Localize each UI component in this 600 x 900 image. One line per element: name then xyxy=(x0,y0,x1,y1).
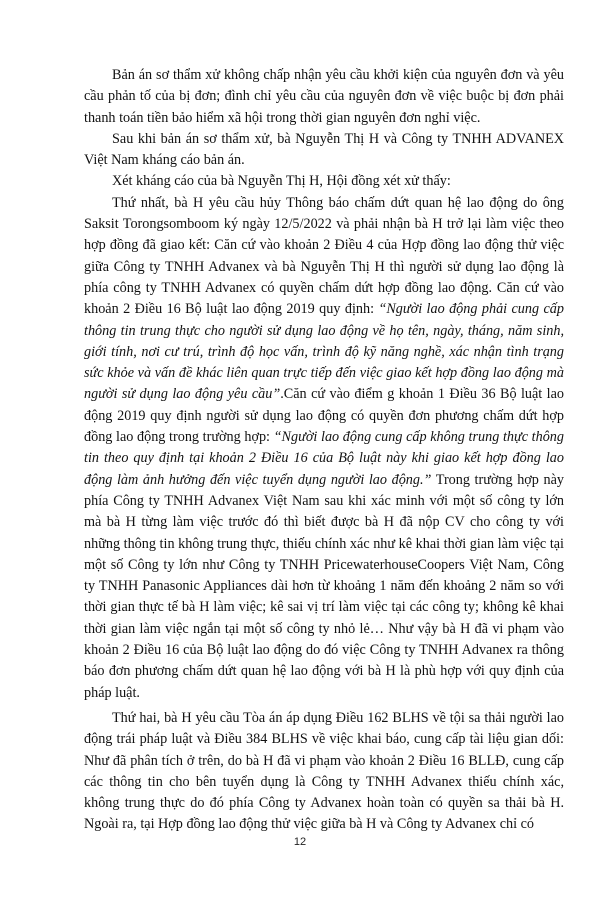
paragraph-first-point xyxy=(84,193,564,704)
first-point-text-1: Thứ nhất, bà H yêu cầu hủy Thông báo chấm dứt quan hệ lao động do ông Saksit Torongsomboom ký ngày 12/5/2022 và phải nhận bà H trở lại làm việc theo hợp đồng đã giao kết: Căn cứ vào khoản 2 Điều 4 của Hợp đồng lao động thử việc giữa Công ty TNHH Advanex và bà Nguyễn Thị H thì người sử dụng lao động là phía công ty TNHH Advanex có quyền chấm dứt hợp đồng lao động. Căn cứ vào khoản 2 Điều 16 Bộ luật lao động 2019 quy định: xyxy=(84,194,564,318)
first-point-text-3: Trong trường hợp này phía Công ty TNHH Advanex Việt Nam sau khi xác minh với một số công ty lớn mà bà H từng làm việc trước đó thì biết được bà H đã nộp CV cho công ty với những thông tin không trung thực, thiếu chính xác như kê khai thời gian làm việc tại một số Công ty lớn như Công ty TNHH PricewaterhouseCoopers Việt Nam, Công ty TNHH Panasonic Appliances dài hơn từ khoảng 1 năm đến khoảng 2 năm so với thời gian thực tế bà H làm việc; kê sai vị trí làm việc tại các công ty; không kê khai thời gian làm việc ngắn tại một số công ty nhỏ lẻ… Như vậy bà H đã vi phạm vào khoản 2 Điều 16 của Bộ luật lao động do đó việc Công ty TNHH Advanex ra thông báo đơn phương chấm dứt quan hệ lao động với bà H là phù hợp với quy định của pháp luật. xyxy=(84,471,564,701)
body-text xyxy=(84,65,564,836)
paragraph-council-review: Xét kháng cáo của bà Nguyễn Thị H, Hội đồng xét xử thấy: xyxy=(112,173,451,190)
paragraph-second-point: Thứ hai, bà H yêu cầu Tòa án áp dụng Điều 162 BLHS về tội sa thải người lao động trái pháp luật và Điều 384 BLHS về việc khai báo, cung cấp tài liệu gian dối: Như đã phân tích ở trên, do bà H đã vi phạm vào khoản 2 Điều 16 BLLĐ, cung cấp các thông tin cho bên tuyển dụng là Công ty TNHH Advanex thiếu chính xác, không trung thực do đó phía Công ty Advanex hoàn toàn có quyền sa thải bà H. Ngoài ra, tại Hợp đồng lao động thử việc giữa bà H và Công ty Advanex chỉ có xyxy=(84,709,564,833)
quote-article-36: “Người lao động cung cấp không trung thực thông tin theo quy định tại khoản 2 Điều 16 của Bộ luật này khi giao kết hợp đồng lao động làm ảnh hưởng đến việc tuyển dụng người lao động.” xyxy=(84,429,564,488)
first-point-text-2: .Căn cứ vào điểm g khoản 1 Điều 36 Bộ luật lao động 2019 quy định người sử dụng lao động có quyền đơn phương chấm dứt hợp đồng lao động trong trường hợp: xyxy=(84,386,565,446)
quote-article-16: “Người lao động phải cung cấp thông tin trung thực cho người sử dụng lao động về họ tên, ngày, tháng, năm sinh, giới tính, nơi cư trú, trình độ học vấn, trình độ kỹ năng nghề, xác nhận tình trạng sức khỏe và vấn đề khác liên quan trực tiếp đến việc giao kết hợp đồng lao động mà người sử dụng lao động yêu cầu” xyxy=(84,301,564,403)
page-number: 12 xyxy=(293,836,307,848)
paragraph-appeal: Sau khi bản án sơ thẩm xử, bà Nguyễn Thị H và Công ty TNHH ADVANEX Việt Nam kháng cáo bản án. xyxy=(84,130,564,169)
paragraph-first-instance-ruling: Bản án sơ thẩm xử không chấp nhận yêu cầu khởi kiện của nguyên đơn và yêu cầu phản tố của bị đơn; đình chỉ yêu cầu của nguyên đơn về việc buộc bị đơn phải thanh toán tiền bảo hiểm xã hội trong thời gian nguyên đơn nghỉ việc. xyxy=(84,67,564,126)
